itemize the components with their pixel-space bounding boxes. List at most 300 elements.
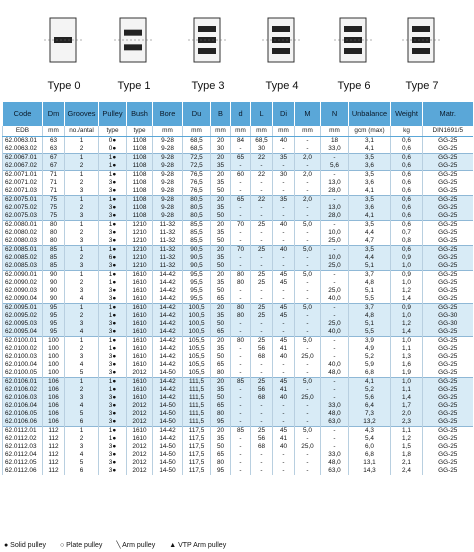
table-cell: 2012 — [127, 467, 153, 475]
table-cell: - — [273, 162, 295, 171]
table-cell: 3,1 — [349, 137, 391, 146]
table-cell: - — [273, 361, 295, 369]
table-cell: - — [295, 369, 321, 378]
table-cell: GG-25 — [423, 154, 473, 163]
pulley-cross-section-drawing — [330, 6, 378, 74]
table-cell: 2,4 — [391, 467, 423, 475]
table-cell: - — [231, 467, 251, 475]
table-cell: 95 — [43, 304, 65, 313]
column-header: Unbalance — [349, 102, 391, 126]
table-cell: - — [231, 295, 251, 304]
table-row — [3, 212, 473, 221]
table-cell: 4 — [65, 402, 99, 410]
pulley-type-3 — [252, 4, 312, 96]
table-cell: 35 — [211, 179, 231, 187]
table-cell: 1 — [65, 137, 99, 146]
table-cell: 3,6 — [349, 179, 391, 187]
table-cell: 41 — [273, 386, 295, 394]
table-cell: 90 — [43, 287, 65, 295]
column-header: Di — [273, 102, 295, 126]
table-cell: 65 — [211, 361, 231, 369]
table-cell: 68,5 — [183, 145, 211, 154]
table-cell: - — [295, 312, 321, 320]
table-cell: 6 — [65, 467, 99, 475]
table-cell: - — [251, 229, 273, 237]
table-cell: - — [295, 204, 321, 212]
table-cell: - — [295, 229, 321, 237]
table-cell: 105,5 — [183, 337, 211, 346]
table-cell: - — [231, 369, 251, 378]
table-row — [3, 467, 473, 475]
table-cell: GG-25 — [423, 254, 473, 262]
table-cell: 80 — [43, 237, 65, 246]
table-cell: 2 — [65, 204, 99, 212]
table-cell: 1 — [65, 427, 99, 436]
table-cell: 100 — [43, 353, 65, 361]
table-cell: 30 — [211, 145, 231, 154]
table-cell: 72,5 — [183, 162, 211, 171]
table-cell: 50 — [211, 353, 231, 361]
table-cell: 62.0106.05 — [3, 410, 43, 418]
table-cell: 106 — [43, 418, 65, 427]
table-cell: GG-25 — [423, 378, 473, 387]
table-cell: 117,5 — [183, 459, 211, 467]
table-cell: - — [295, 386, 321, 394]
table-cell: GG-25 — [423, 212, 473, 221]
table-cell: 85 — [231, 378, 251, 387]
table-row — [3, 378, 473, 387]
table-cell: - — [273, 418, 295, 427]
table-cell: 62.0063.01 — [3, 137, 43, 146]
table-cell: 4,3 — [349, 427, 391, 436]
table-cell: 41 — [273, 435, 295, 443]
table-cell: - — [321, 171, 349, 180]
table-cell: 25 — [251, 337, 273, 346]
table-cell: 40 — [273, 221, 295, 230]
table-cell: 90 — [43, 279, 65, 287]
table-cell: 1,4 — [391, 295, 423, 304]
table-cell: 14-50 — [153, 443, 183, 451]
table-cell: 3 — [65, 353, 99, 361]
column-header: Dm — [43, 102, 65, 126]
table-cell: 11-32 — [153, 221, 183, 230]
table-cell: 62.0112.05 — [3, 459, 43, 467]
table-cell: 65 — [211, 451, 231, 459]
table-cell: 67 — [43, 162, 65, 171]
table-cell: 4,4 — [349, 229, 391, 237]
type-label: Type 7 — [405, 80, 439, 92]
table-cell: 1610 — [127, 337, 153, 346]
column-unit: mm — [295, 126, 321, 137]
table-cell: 9-28 — [153, 204, 183, 212]
table-cell: 3● — [99, 402, 127, 410]
table-cell: 5,4 — [349, 435, 391, 443]
table-cell: 85 — [231, 427, 251, 436]
table-cell: - — [321, 221, 349, 230]
table-cell: 41 — [273, 345, 295, 353]
table-cell: 45 — [273, 378, 295, 387]
table-cell: - — [251, 402, 273, 410]
table-cell: 95,5 — [183, 271, 211, 280]
table-cell: 62.0085.02 — [3, 254, 43, 262]
table-cell: 1610 — [127, 279, 153, 287]
table-cell: - — [251, 328, 273, 337]
table-cell: - — [251, 451, 273, 459]
table-cell: - — [295, 435, 321, 443]
table-cell: 14-50 — [153, 418, 183, 427]
table-cell: 25 — [251, 221, 273, 230]
table-cell: 80 — [231, 271, 251, 280]
table-row — [3, 145, 473, 154]
table-cell: 63 — [43, 137, 65, 146]
table-cell: 76,5 — [183, 187, 211, 196]
table-cell: 1● — [99, 196, 127, 205]
table-cell: 56 — [251, 386, 273, 394]
table-cell: 106 — [43, 378, 65, 387]
table-cell: 9-28 — [153, 145, 183, 154]
table-cell: 14-42 — [153, 386, 183, 394]
table-cell: 5,1 — [349, 287, 391, 295]
column-unit: mm — [273, 126, 295, 137]
table-cell: 62.0075.03 — [3, 212, 43, 221]
table-cell: 2012 — [127, 459, 153, 467]
table-cell: GG-25 — [423, 418, 473, 427]
table-cell: 3● — [99, 443, 127, 451]
table-cell: 14-42 — [153, 287, 183, 295]
column-unit: mm — [321, 126, 349, 137]
column-header: Matr. — [423, 102, 473, 126]
table-cell: 1210 — [127, 221, 153, 230]
table-cell: GG-25 — [423, 337, 473, 346]
table-cell: 3,5 — [349, 196, 391, 205]
table-cell: - — [231, 162, 251, 171]
table-cell: 25,0 — [295, 353, 321, 361]
table-cell: 71 — [43, 187, 65, 196]
table-cell: 1 — [65, 246, 99, 255]
table-cell: - — [273, 179, 295, 187]
table-cell: - — [231, 179, 251, 187]
table-cell: 4,4 — [349, 254, 391, 262]
table-cell: - — [273, 287, 295, 295]
table-cell: - — [251, 418, 273, 427]
table-cell: 0,6 — [391, 246, 423, 255]
column-header: Code — [3, 102, 43, 126]
table-cell: 3● — [99, 204, 127, 212]
table-cell: 35 — [211, 204, 231, 212]
table-cell: 62.0067.01 — [3, 154, 43, 163]
table-cell: - — [251, 369, 273, 378]
table-cell: 1,1 — [391, 386, 423, 394]
table-row — [3, 229, 473, 237]
table-cell: 0● — [99, 137, 127, 146]
table-cell: 100,5 — [183, 312, 211, 320]
table-cell: 90 — [43, 271, 65, 280]
table-cell: 3,6 — [349, 162, 391, 171]
table-row — [3, 246, 473, 255]
table-cell: 3 — [65, 394, 99, 402]
table-cell: 11-32 — [153, 246, 183, 255]
table-row — [3, 262, 473, 271]
table-cell: 25 — [251, 246, 273, 255]
table-cell: 14-42 — [153, 304, 183, 313]
column-header: d — [231, 102, 251, 126]
table-cell: 3,6 — [349, 204, 391, 212]
table-cell: 63,0 — [321, 467, 349, 475]
table-cell: 20 — [211, 378, 231, 387]
table-cell: 62.0090.02 — [3, 279, 43, 287]
table-cell: 14-42 — [153, 435, 183, 443]
legend — [4, 541, 474, 551]
table-cell: - — [231, 287, 251, 295]
table-cell: 62.0095.03 — [3, 320, 43, 328]
table-cell: - — [295, 410, 321, 418]
type-label: Type 4 — [265, 80, 299, 92]
pulley-cross-section-drawing — [184, 6, 232, 74]
table-cell: 62.0106.02 — [3, 386, 43, 394]
column-header: Pulley — [99, 102, 127, 126]
table-cell: 1● — [99, 386, 127, 394]
table-cell: 20 — [211, 304, 231, 313]
table-cell: 3● — [99, 237, 127, 246]
table-row — [3, 361, 473, 369]
type-label: Type 3 — [191, 80, 225, 92]
table-cell: 14-42 — [153, 337, 183, 346]
table-cell: 62.0071.02 — [3, 179, 43, 187]
table-cell: 2 — [65, 229, 99, 237]
table-cell: 5 — [65, 410, 99, 418]
table-cell: 3 — [65, 320, 99, 328]
table-cell: GG-25 — [423, 196, 473, 205]
table-cell: - — [231, 418, 251, 427]
table-cell: GG-25 — [423, 279, 473, 287]
table-cell: 62.0085.01 — [3, 246, 43, 255]
table-cell: GG-25 — [423, 221, 473, 230]
table-row — [3, 279, 473, 287]
table-cell: 3● — [99, 262, 127, 271]
table-cell: 1 — [65, 378, 99, 387]
table-cell: 45 — [273, 271, 295, 280]
table-cell: 40,0 — [321, 361, 349, 369]
table-cell: 3● — [99, 320, 127, 328]
table-cell: 76,5 — [183, 171, 211, 180]
table-cell: 106 — [43, 402, 65, 410]
table-cell: - — [251, 467, 273, 475]
pulley-type-diagrams — [0, 0, 474, 96]
table-cell: 100 — [43, 361, 65, 369]
table-cell: 14-42 — [153, 271, 183, 280]
table-cell: 50 — [211, 443, 231, 451]
table-cell: 65 — [211, 328, 231, 337]
table-cell: 48,0 — [321, 410, 349, 418]
table-cell: 1210 — [127, 262, 153, 271]
table-cell: - — [295, 187, 321, 196]
table-cell: 1,0 — [391, 337, 423, 346]
table-cell: 95 — [43, 328, 65, 337]
table-row — [3, 187, 473, 196]
table-row — [3, 221, 473, 230]
table-cell: 22 — [251, 171, 273, 180]
table-cell: 68,5 — [251, 137, 273, 146]
table-cell: 100 — [43, 369, 65, 378]
table-cell: 9-28 — [153, 162, 183, 171]
table-row — [3, 304, 473, 313]
table-cell: 62.0100.04 — [3, 361, 43, 369]
table-cell: 62.0112.02 — [3, 435, 43, 443]
table-cell: 1 — [65, 271, 99, 280]
table-cell: - — [295, 254, 321, 262]
table-cell: 0,6 — [391, 212, 423, 221]
table-cell: 14-42 — [153, 279, 183, 287]
table-cell: 1610 — [127, 378, 153, 387]
table-cell: 2 — [65, 254, 99, 262]
table-cell: 1 — [65, 154, 99, 163]
table-cell: 30 — [273, 171, 295, 180]
table-cell: - — [321, 304, 349, 313]
table-cell: 4 — [65, 361, 99, 369]
table-cell: 2,0 — [295, 154, 321, 163]
table-cell: 95 — [211, 418, 231, 427]
table-cell: 3● — [99, 353, 127, 361]
pulley-type-4 — [324, 4, 384, 96]
table-cell: 3● — [99, 179, 127, 187]
table-cell: 105,5 — [183, 353, 211, 361]
table-cell: 33,0 — [321, 402, 349, 410]
table-cell: 60 — [231, 171, 251, 180]
table-cell: 62.0095.04 — [3, 328, 43, 337]
table-cell: 2012 — [127, 369, 153, 378]
table-cell: GG-25 — [423, 229, 473, 237]
table-cell: 25 — [251, 378, 273, 387]
table-cell: 9-28 — [153, 171, 183, 180]
column-header: Weight — [391, 102, 423, 126]
table-cell: 35 — [211, 312, 231, 320]
table-cell: 1,8 — [391, 451, 423, 459]
table-row — [3, 154, 473, 163]
table-cell: 117,5 — [183, 443, 211, 451]
table-cell: 117,5 — [183, 435, 211, 443]
table-cell: 5,5 — [349, 295, 391, 304]
table-cell: 68 — [251, 394, 273, 402]
table-cell: 9-28 — [153, 196, 183, 205]
table-cell: 100,5 — [183, 304, 211, 313]
table-cell: GG-25 — [423, 237, 473, 246]
table-cell: 95 — [211, 467, 231, 475]
table-cell: 28,0 — [321, 187, 349, 196]
table-cell: 63,0 — [321, 418, 349, 427]
table-cell: 62.0106.06 — [3, 418, 43, 427]
table-cell: 1108 — [127, 179, 153, 187]
table-cell: 1,1 — [391, 427, 423, 436]
legend-item: ○ Plate pulley — [59, 542, 103, 549]
table-cell: - — [273, 295, 295, 304]
table-cell: 11-32 — [153, 254, 183, 262]
table-cell: 3● — [99, 467, 127, 475]
table-cell: 1,0 — [391, 279, 423, 287]
table-cell: 72,5 — [183, 154, 211, 163]
table-cell: 50 — [211, 262, 231, 271]
table-cell: 65 — [211, 402, 231, 410]
table-cell: 3,7 — [349, 304, 391, 313]
table-cell: 100 — [43, 345, 65, 353]
table-cell: 1 — [65, 304, 99, 313]
table-cell: 70 — [231, 246, 251, 255]
table-row — [3, 459, 473, 467]
table-cell: GG-25 — [423, 295, 473, 304]
table-cell: - — [295, 162, 321, 171]
table-cell: 1● — [99, 312, 127, 320]
table-body — [3, 137, 473, 476]
table-cell: 70 — [231, 221, 251, 230]
table-cell: 3● — [99, 369, 127, 378]
table-cell: 3● — [99, 418, 127, 427]
table-cell: 20 — [211, 137, 231, 146]
table-cell: 3● — [99, 287, 127, 295]
table-cell: 1● — [99, 171, 127, 180]
table-cell: 4 — [65, 451, 99, 459]
table-cell: 4,1 — [349, 145, 391, 154]
table-cell: GG-25 — [423, 262, 473, 271]
table-cell: 5,0 — [295, 221, 321, 230]
table-cell: 1● — [99, 221, 127, 230]
table-cell: 3,7 — [349, 271, 391, 280]
table-cell: 5,6 — [349, 394, 391, 402]
table-cell: 5,9 — [349, 361, 391, 369]
table-cell: - — [321, 427, 349, 436]
table-cell: GG-25 — [423, 328, 473, 337]
pulley-type-2 — [178, 4, 238, 96]
table-cell: - — [251, 262, 273, 271]
table-cell: 45 — [273, 427, 295, 436]
table-cell: 62.0100.01 — [3, 337, 43, 346]
table-row — [3, 287, 473, 295]
table-row — [3, 345, 473, 353]
table-row — [3, 312, 473, 320]
table-cell: 80 — [43, 229, 65, 237]
table-cell: 2 — [65, 435, 99, 443]
table-cell: 111,5 — [183, 394, 211, 402]
column-unit: DIN1691/5 — [423, 126, 473, 137]
table-cell: 1610 — [127, 386, 153, 394]
table-cell: 0,6 — [391, 221, 423, 230]
table-cell: 106 — [43, 386, 65, 394]
table-cell: - — [295, 287, 321, 295]
table-cell: 25 — [251, 427, 273, 436]
table-row — [3, 337, 473, 346]
table-cell: 62.0071.01 — [3, 171, 43, 180]
table-cell: 4,1 — [349, 378, 391, 387]
table-cell: 9-28 — [153, 154, 183, 163]
table-cell: 25,0 — [321, 287, 349, 295]
table-cell: 0,9 — [391, 271, 423, 280]
table-cell: 1108 — [127, 162, 153, 171]
table-cell: 40 — [273, 353, 295, 361]
table-cell: 20 — [211, 337, 231, 346]
column-header: Du — [183, 102, 211, 126]
table-cell: 5,1 — [349, 262, 391, 271]
table-cell: 48,0 — [321, 369, 349, 378]
table-cell: 62.0063.02 — [3, 145, 43, 154]
table-cell: - — [273, 212, 295, 221]
table-cell: 14-42 — [153, 394, 183, 402]
table-cell: - — [251, 410, 273, 418]
table-cell: 111,5 — [183, 418, 211, 427]
table-cell: 5,6 — [321, 162, 349, 171]
table-cell: 5,0 — [295, 246, 321, 255]
table-cell: 111,5 — [183, 378, 211, 387]
table-cell: 68 — [251, 353, 273, 361]
table-cell: 6,0 — [349, 443, 391, 451]
table-cell: GG-25 — [423, 427, 473, 436]
